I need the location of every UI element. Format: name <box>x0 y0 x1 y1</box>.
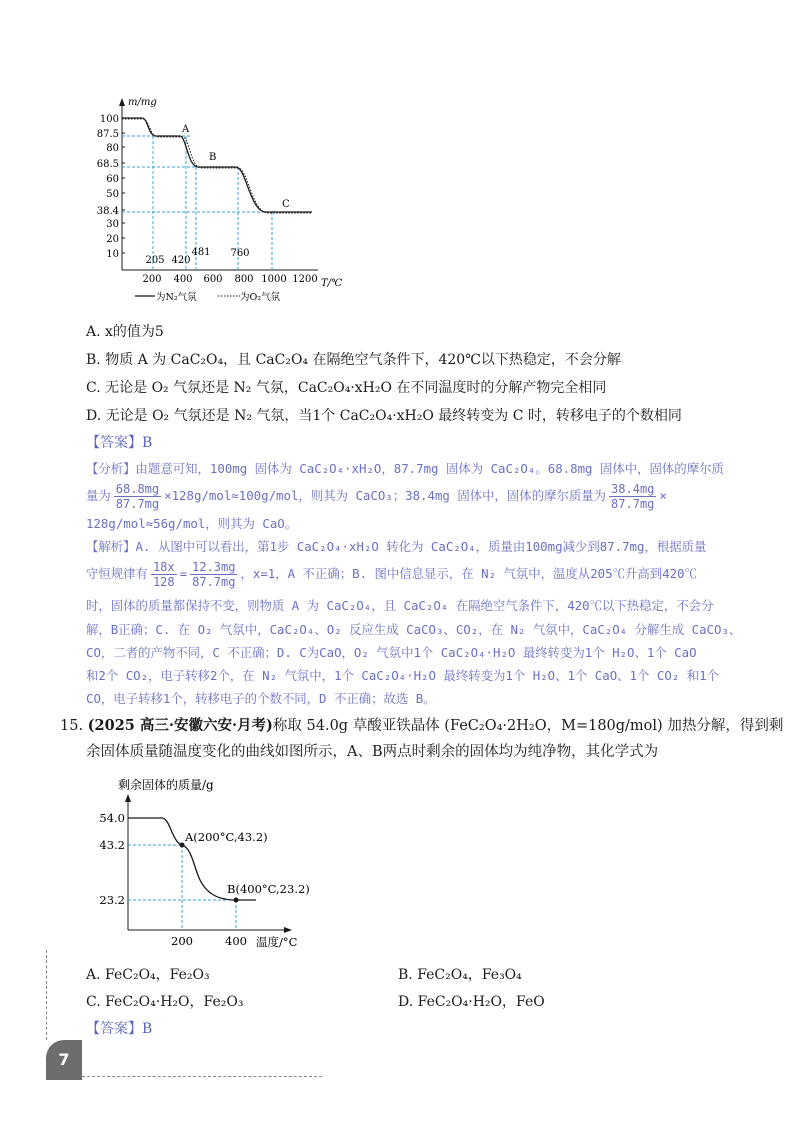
analysis-line-2 <box>86 479 667 513</box>
option-a: A. x的值为5 <box>86 324 164 340</box>
solution-line-5: CO，二者的产物不同，C 不正确；D. C为CaO，O₂ 气氛中1个 CaC₂O₄·H₂O 最终转变为1个 H₂O、1个 CaO <box>86 645 697 660</box>
point-a-marker <box>180 843 185 848</box>
y-tick: 20 <box>106 234 119 245</box>
solution-text: 守恒规律有 <box>86 566 148 581</box>
option-b: B. FeC₂O₄，Fe₃O₄ <box>398 967 522 983</box>
point-b-label: B(400°C,23.2) <box>227 882 310 896</box>
legend-n2: 为N₂气氛 <box>156 292 197 303</box>
numerator: 12.3mg <box>192 560 236 574</box>
x-tick: 200 <box>142 274 162 285</box>
footer-dashed-line <box>82 1076 322 1077</box>
denominator: 87.7mg <box>611 497 655 511</box>
x-tick: 1000 <box>261 274 287 285</box>
fraction <box>114 482 161 511</box>
y-tick: 50 <box>106 189 119 200</box>
x-tick: 800 <box>234 274 254 285</box>
legend-o2: 为O₂气氛 <box>240 292 281 303</box>
y-tick: 87.5 <box>96 129 119 140</box>
solution-line-3: 时，固体的质量都保持不变，则物质 A 为 CaC₂O₄，且 CaC₂O₄ 在隔绝空气条件下，420℃以下热稳定，不会分 <box>86 598 714 613</box>
x-axis-label: T/℃ <box>321 278 343 289</box>
x-tick-labels <box>171 934 247 948</box>
mark-205: 205 <box>145 255 165 266</box>
fraction <box>190 560 237 589</box>
solution-line-1: 【解析】A. 从图中可以看出，第1步 CaC₂O₄·xH₂O 转化为 CaC₂O₄，质量由100mg减少到87.7mg，根据质量 <box>86 539 707 554</box>
question-15-line-2: 余固体质量随温度变化的曲线如图所示，A、B两点时剩余的固体均为纯净物，其化学式为 <box>86 744 659 760</box>
question-15-line-1 <box>60 713 783 739</box>
solution-text: ，x=1，A 不正确；B. 图中信息显示，在 N₂ 气氛中，温度从205℃升高到420℃ <box>240 566 697 581</box>
y-axis-label: m/mg <box>128 97 157 108</box>
numerator: 68.8mg <box>115 482 160 496</box>
margin-dashed-line <box>46 950 47 1040</box>
question-number: 15. <box>60 718 84 734</box>
legend <box>135 291 281 303</box>
point-b-label: B <box>209 152 217 163</box>
x-tick: 200 <box>171 934 193 948</box>
fraction <box>151 560 177 589</box>
denominator: 128 <box>152 575 175 589</box>
solution-line-4: 解，B正确；C. 在 O₂ 气氛中，CaC₂O₄、O₂ 反应生成 CaCO₃、CO₂，在 N₂ 气氛中，CaC₂O₄ 分解生成 CaCO₃、 <box>86 622 742 637</box>
solution-line-6: 和2个 CO₂，电子转移2个，在 N₂ 气氛中，1个 CaC₂O₄·H₂O 最终转变为1个 H₂O、1个 CaO、1个 CO₂ 和1个 <box>86 668 719 683</box>
mark-420: 420 <box>171 255 191 266</box>
equals-sign: = <box>179 566 188 581</box>
y-tick: 54.0 <box>99 811 125 825</box>
analysis-text: × <box>659 488 667 503</box>
y-tick: 10 <box>106 249 119 260</box>
denominator: 87.7mg <box>192 575 236 589</box>
y-axis-label: 剩余固体的质量/g <box>118 778 214 792</box>
thermogravimetric-chart-1 <box>80 90 370 310</box>
guide-lines <box>128 845 236 930</box>
fraction <box>609 482 656 511</box>
x-tick: 400 <box>225 934 247 948</box>
answer-label-1: 【答案】B <box>86 435 153 451</box>
numerator: 38.4mg <box>611 482 655 496</box>
y-tick: 80 <box>106 143 119 154</box>
y-tick: 38.4 <box>96 206 119 217</box>
question-text: 称取 54.0g 草酸亚铁晶体 (FeC₂O₄·2H₂O，M=180g/mol) 加热分解，得到剩 <box>272 718 784 734</box>
y-tick: 30 <box>106 219 119 230</box>
point-c-label: C <box>282 199 290 210</box>
y-tick-labels <box>99 811 125 907</box>
x-tick: 600 <box>203 274 223 285</box>
analysis-line-1: 【分析】由题意可知，100mg 固体为 CaC₂O₄·xH₂O，87.7mg 固体为 CaC₂O₄。68.8mg 固体中，固体的摩尔质 <box>86 461 724 476</box>
x-axis-label: 温度/°C <box>256 935 298 949</box>
option-c: C. FeC₂O₄·H₂O，Fe₂O₃ <box>86 994 244 1010</box>
point-a-label: A <box>182 124 190 135</box>
denominator: 87.7mg <box>115 497 160 511</box>
x-tick: 1200 <box>292 274 318 285</box>
point-b-marker <box>234 898 239 903</box>
numerator: 18x <box>152 560 175 574</box>
x-tick-labels <box>142 274 317 285</box>
x-tick: 400 <box>173 274 193 285</box>
solution-line-2 <box>86 557 697 591</box>
option-d: D. 无论是 O₂ 气氛还是 N₂ 气氛，当1个 CaC₂O₄·xH₂O 最终转变为 C 时，转移电子的个数相同 <box>86 408 682 424</box>
analysis-line-3: 128g/mol≈56g/mol，则其为 CaO。 <box>86 516 298 531</box>
mark-481: 481 <box>191 247 211 258</box>
thermogravimetric-chart-2 <box>90 772 320 952</box>
temperature-marks <box>145 247 249 266</box>
y-tick: 23.2 <box>99 893 125 907</box>
option-d: D. FeC₂O₄·H₂O，FeO <box>398 994 545 1010</box>
question-source: (2025 高三·安徽六安·月考) <box>87 717 273 734</box>
answer-label-2: 【答案】B <box>86 1021 153 1037</box>
solution-line-7: CO，电子转移1个，转移电子的个数不同，D 不正确；故选 B。 <box>86 691 436 706</box>
y-tick: 60 <box>106 174 119 185</box>
mark-760: 760 <box>230 248 250 259</box>
point-a-label: A(200°C,43.2) <box>185 830 268 844</box>
analysis-text: ×128g/mol≈100g/mol，则其为 CaCO₃；38.4mg 固体中，固体的摩尔质量为 <box>164 488 607 503</box>
y-tick: 68.5 <box>96 159 119 170</box>
analysis-text: 量为 <box>86 488 111 503</box>
option-a: A. FeC₂O₄，Fe₂O₃ <box>86 967 210 983</box>
page-number: 7 <box>46 1040 82 1080</box>
y-tick-labels <box>97 114 119 260</box>
option-c: C. 无论是 O₂ 气氛还是 N₂ 气氛，CaC₂O₄·xH₂O 在不同温度时的分解产物完全相同 <box>86 380 607 396</box>
n2-curve <box>122 118 312 212</box>
option-b: B. 物质 A 为 CaC₂O₄，且 CaC₂O₄ 在隔绝空气条件下，420℃以下热稳定，不会分解 <box>86 352 621 368</box>
y-tick: 100 <box>99 114 119 125</box>
y-tick: 43.2 <box>99 838 125 852</box>
